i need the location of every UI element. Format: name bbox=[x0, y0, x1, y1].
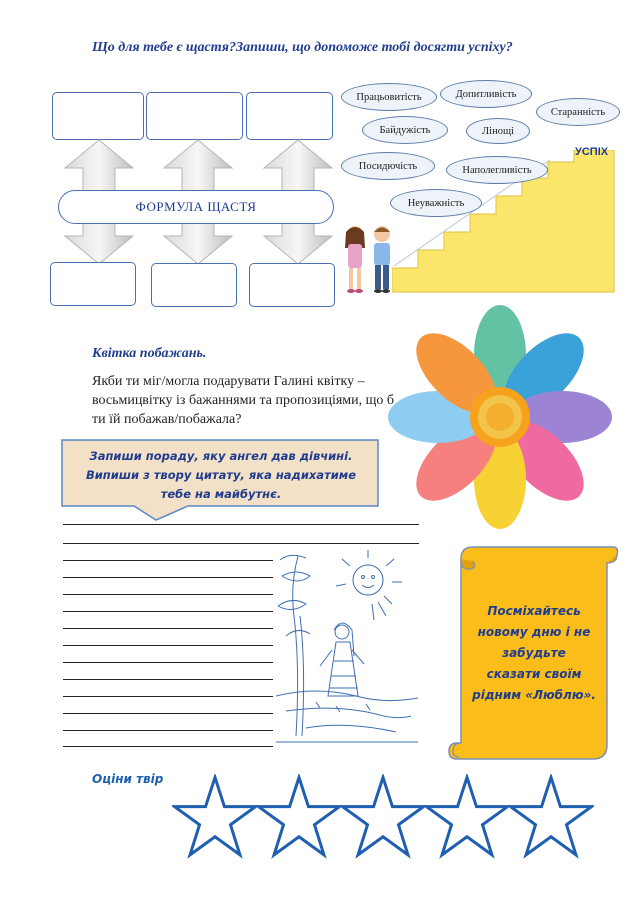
callout-text bbox=[60, 447, 382, 504]
rating-star-4[interactable] bbox=[424, 774, 510, 860]
rating-star-1[interactable] bbox=[172, 774, 258, 860]
writing-line[interactable] bbox=[63, 645, 273, 646]
answer-box-top-2[interactable] bbox=[146, 92, 243, 140]
writing-line[interactable] bbox=[63, 696, 273, 697]
wish-flower-paragraph: Якби ти міг/могла подарувати Галині квітку – восьмицвітку із бажаннями та пропозиціями, що б ти їй побажав/побажала? bbox=[92, 374, 395, 427]
writing-line[interactable] bbox=[63, 662, 273, 663]
children-illustration bbox=[338, 222, 400, 296]
seven-petal-flower bbox=[388, 305, 614, 533]
writing-line[interactable] bbox=[63, 594, 273, 595]
scroll-line-4: сказати своїм bbox=[486, 667, 582, 681]
girl-figure bbox=[345, 226, 365, 293]
trait-bubble-4: Байдужість bbox=[362, 116, 448, 144]
trait-bubble-2: Допитливість bbox=[440, 80, 532, 108]
girl-and-sun-sketch bbox=[276, 546, 418, 746]
page-title: Що для тебе є щастя?Запиши, що допоможе тобі досягти успіху? bbox=[92, 40, 513, 55]
trait-bubble-1: Працьовитість bbox=[341, 83, 437, 111]
trait-bubble-7: Наполегливість bbox=[446, 156, 548, 184]
writing-line[interactable] bbox=[63, 746, 273, 747]
answer-box-bottom-2[interactable] bbox=[151, 263, 237, 307]
boy-figure bbox=[374, 226, 390, 293]
callout-line-1: Запиши пораду, яку ангел дав дівчині. bbox=[89, 449, 353, 463]
rating-star-2[interactable] bbox=[256, 774, 342, 860]
scroll-line-5: рідним «Люблю». bbox=[472, 688, 596, 702]
writing-line[interactable] bbox=[63, 628, 273, 629]
answer-box-bottom-1[interactable] bbox=[50, 262, 136, 306]
trait-bubble-6: Посидючість bbox=[341, 152, 435, 180]
writing-line[interactable] bbox=[63, 543, 419, 544]
writing-line[interactable] bbox=[63, 730, 273, 731]
trait-bubble-8: Неуважність bbox=[390, 189, 482, 217]
writing-line[interactable] bbox=[63, 713, 273, 714]
writing-line[interactable] bbox=[63, 611, 273, 612]
scroll-message bbox=[461, 601, 607, 706]
scroll-line-1: Посміхайтесь bbox=[487, 604, 581, 618]
section-heading-wish-flower: Квітка побажань. bbox=[92, 346, 207, 361]
rating-star-3[interactable] bbox=[340, 774, 426, 860]
formula-banner: ФОРМУЛА ЩАСТЯ bbox=[58, 190, 334, 224]
scroll-line-3: забудьте bbox=[502, 646, 566, 660]
answer-box-top-3[interactable] bbox=[246, 92, 333, 140]
success-label: УСПІХ bbox=[575, 146, 609, 158]
trait-bubble-3: Старанність bbox=[536, 98, 620, 126]
rating-label: Оціни твір bbox=[92, 772, 164, 786]
rating-star-5[interactable] bbox=[508, 774, 594, 860]
callout-line-2: Випиши з твору цитату, яка надихатиме bbox=[85, 468, 356, 482]
writing-line[interactable] bbox=[63, 524, 419, 525]
trait-bubble-5: Лінощі bbox=[466, 118, 530, 144]
writing-line[interactable] bbox=[63, 679, 273, 680]
rating-stars bbox=[172, 774, 592, 864]
writing-line[interactable] bbox=[63, 577, 273, 578]
writing-line[interactable] bbox=[63, 560, 273, 561]
answer-box-bottom-3[interactable] bbox=[249, 263, 335, 307]
scroll-line-2: новому дню і не bbox=[477, 625, 591, 639]
callout-line-3: тебе на майбутнє. bbox=[160, 487, 282, 501]
answer-box-top-1[interactable] bbox=[52, 92, 144, 140]
